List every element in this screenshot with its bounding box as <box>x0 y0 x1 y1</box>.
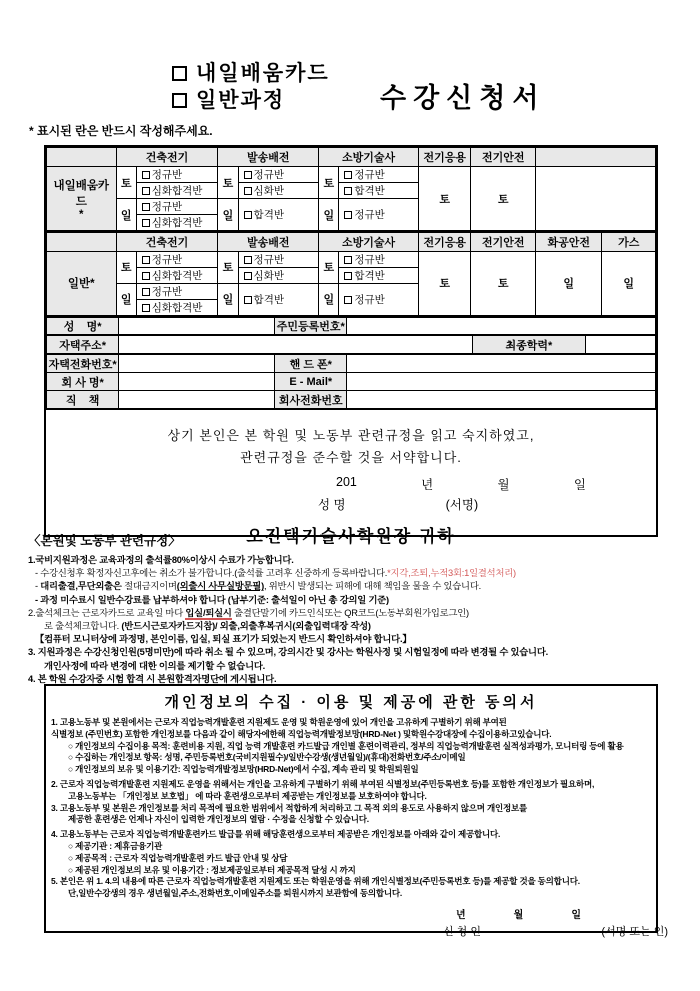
day-arch-sun: 일 <box>116 283 136 315</box>
gas-day: 일 <box>602 251 656 315</box>
col-header-transmission: 발송배전 <box>218 148 319 167</box>
elec-app-day: 토 <box>419 251 471 315</box>
regulation-item-1-sub-2: - 대리출결,무단외출은 절대금지이며(외출시 사무실방문필), 위반시 발생되는 피해에 대해 책임을 물을 수 있습니다. <box>35 581 481 592</box>
regulation-item-3-line-1: 3. 지원과정은 수강신청인원(5명미만)에 따라 취소 될 수 있으며, 강의시간 및 강사는 학원사정 및 시험일정에 따라 변경될 수 있습니다. <box>28 647 548 658</box>
col-header-fire-pe: 소방기술사 <box>319 148 419 167</box>
pledge-line-1: 상기 본인은 본 학원 및 노동부 관련규정을 읽고 숙지하였고, <box>167 428 535 443</box>
day-trans-sat: 토 <box>218 167 238 199</box>
col-header-blank <box>535 148 655 167</box>
checkbox-icon[interactable] <box>344 256 352 264</box>
mobile-input[interactable] <box>347 355 656 373</box>
checkbox-icon[interactable] <box>244 187 252 195</box>
company-phone-label: 회사전화번호 <box>275 391 347 409</box>
nextcard-course-table <box>46 147 656 231</box>
regulation-item-1-sub-3: - 과정 미수료시 일반수강료를 납부하셔야 합니다 (납부기준: 출석일이 아닌 총 강의일 기준) <box>35 594 389 605</box>
checkbox-icon[interactable] <box>344 171 352 179</box>
consent-p4-bullet-1: ○ 제공기관 : 제휴금융기관 <box>68 840 163 851</box>
education-label: 최종학력* <box>473 336 586 354</box>
col-header-arch-elec: 건축전기 <box>116 148 218 167</box>
option-card-arch-sat-deep-pass[interactable]: 심화합격반 <box>136 183 218 199</box>
day-arch-sat: 토 <box>116 167 136 199</box>
checkbox-icon[interactable] <box>244 171 252 179</box>
option-gen-arch-sat-regular[interactable]: 정규반 <box>136 251 218 267</box>
pledge-signature-label: (서명) <box>445 498 479 512</box>
option-card-fire-sat-regular[interactable]: 정규반 <box>339 167 419 183</box>
name-label: 성 명* <box>47 317 119 335</box>
pledge-date-line: 201 년 월 일 <box>336 475 586 492</box>
option-nextcard[interactable] <box>172 60 330 87</box>
jumin-label: 주민등록번호* <box>275 317 347 335</box>
pledge-name-label: 성 명 <box>318 498 346 512</box>
company-phone-input[interactable] <box>347 391 656 409</box>
col-header-elec-app: 전기응용 <box>419 232 471 251</box>
checkbox-icon[interactable] <box>142 288 150 296</box>
nextcard-checkbox-icon[interactable] <box>172 66 187 81</box>
option-card-fire-sun-regular[interactable]: 정규반 <box>339 199 419 231</box>
checkbox-icon[interactable] <box>344 296 352 304</box>
consent-p4: 4. 고용노동부는 근로자 직업능력개발훈련카드 발급를 위해 해당훈련생으로부터 제공받은 개인정보를 아래와 같이 제공합니다. <box>51 829 501 840</box>
required-fields-note: * 표시된 란은 반드시 작성해주세요. <box>29 124 213 138</box>
col-header-chem-safety: 화공안전 <box>535 232 602 251</box>
option-card-trans-sat-regular[interactable]: 정규반 <box>238 167 319 183</box>
applicant-label: 신 청 인 <box>443 925 481 938</box>
consent-p5-line-2: 단,일반수강생의 경우 생년월일,주소,전화번호,이메일주소를 퇴원시까지 보관함에 동의합니다. <box>68 888 403 899</box>
option-gen-arch-sun-regular[interactable]: 정규반 <box>136 283 218 299</box>
day-arch-sat: 토 <box>116 251 136 283</box>
consent-p1-line-1: 1. 고용노동부 및 본원에서는 근로자 직업능력개발훈련 지원제도 운영 및 학원운영에 있어 개인을 고유하게 구별하기 위해 부여된 <box>51 717 507 727</box>
checkbox-icon[interactable] <box>142 187 150 195</box>
checkbox-icon[interactable] <box>244 296 252 304</box>
checkbox-icon[interactable] <box>344 187 352 195</box>
col-header-elec-safety: 전기안전 <box>471 148 536 167</box>
consent-p5-line-1: 5. 본인은 위 1. 4.의 내용에 따른 근로자 직업능력개발훈련 지원제도 또는 학원운영을 위해 개인식별정보(주민등록번호 등)를 제공할 것을 동의합니다. <box>51 876 580 887</box>
personal-info-row-address <box>46 335 656 354</box>
jumin-input[interactable] <box>347 317 656 335</box>
option-gen-arch-sun-deep-pass[interactable]: 심화합격반 <box>136 299 218 315</box>
option-gen-trans-sat-deep[interactable]: 심화반 <box>238 267 319 283</box>
col-header-elec-app: 전기응용 <box>419 148 471 167</box>
row-label-general: 일반* <box>47 251 117 315</box>
regulations-heading: 〈본원및 노동부 관련규정〉 <box>28 534 181 548</box>
option-gen-fire-sat-pass[interactable]: 합격반 <box>339 267 419 283</box>
col-header-elec-safety: 전기안전 <box>471 232 536 251</box>
name-input[interactable] <box>119 317 275 335</box>
consent-p1-bullet-1: ○ 개인정보의 수집이용 목적: 훈련비용 지원, 직업 능력 개발훈련 카드발급 개인별 훈련이력관리, 정부의 직업능력개발훈련 실적성과평가, 모니터링 등에 활용 <box>68 740 624 751</box>
option-nextcard-label: 내일배움카드 <box>196 62 330 85</box>
email-input[interactable] <box>347 373 656 391</box>
pledge-line-2: 관련규정을 준수할 것을 서약합니다. <box>240 450 462 465</box>
home-address-input[interactable] <box>119 336 473 354</box>
option-card-arch-sun-regular[interactable]: 정규반 <box>136 199 218 215</box>
option-gen-fire-sat-regular[interactable]: 정규반 <box>339 251 419 267</box>
course-type-options <box>172 60 330 114</box>
home-address-label: 자택주소* <box>47 336 119 354</box>
mobile-label: 핸 드 폰* <box>275 355 347 373</box>
regulation-item-2-line-1: 2.출석체크는 근로자카드로 교육일 마다 입실/퇴실시 출결단말기에 카드인식또는 QR코드(노동부회원가입로그인) <box>28 607 469 618</box>
consent-p3-line-1: 3. 고용노동부 및 본원은 개인정보를 처리 목적에 필요한 범위에서 적합하게 처리하고 그 목적 외의 용도로 사용하지 않으며 개인정보를 <box>51 802 528 813</box>
consent-date-line: 년 월 일 <box>456 909 581 921</box>
personal-info-rows <box>46 354 656 409</box>
recipient-line: 오진택기술사학원장 귀하 <box>246 527 456 546</box>
personal-info-row-name <box>46 316 656 336</box>
checkbox-icon[interactable] <box>142 203 150 211</box>
general-checkbox-icon[interactable] <box>172 93 187 108</box>
consent-p4-bullet-2: ○ 제공목적 : 근로자 직업능력개발훈련 카드 발급 안내 및 상담 <box>68 852 288 863</box>
regulations-section <box>28 531 683 686</box>
home-phone-input[interactable] <box>119 355 275 373</box>
col-header-gas: 가스 <box>602 232 656 251</box>
option-card-arch-sun-deep-pass[interactable]: 심화합격반 <box>136 215 218 231</box>
corner-cell <box>47 232 117 251</box>
checkbox-icon[interactable] <box>142 304 150 312</box>
checkbox-icon[interactable] <box>142 272 150 280</box>
consent-sign-line <box>443 923 668 939</box>
privacy-consent-box <box>44 684 668 938</box>
col-header-transmission: 발송배전 <box>218 232 319 251</box>
education-input[interactable] <box>585 336 655 354</box>
regulation-item-3-line-2: 개인사정에 따라 변경에 대한 이의를 제기할 수 없습니다. <box>44 660 266 671</box>
option-card-arch-sat-regular[interactable]: 정규반 <box>136 167 218 183</box>
option-general[interactable] <box>172 87 330 114</box>
pledge-sign-line <box>318 495 656 513</box>
consent-title: 개인정보의 수집 · 이용 및 제공에 관한 동의서 <box>164 694 538 711</box>
consent-p3-line-2: 제공한 훈련생은 언제나 자신이 입력한 개인정보의 열람 · 수정을 신청할 수 있습니다. <box>68 814 369 825</box>
option-general-label: 일반과정 <box>196 89 286 112</box>
form-title: 수강신청서 <box>380 83 546 113</box>
home-phone-label: 자택전화번호* <box>47 355 119 373</box>
option-gen-trans-sat-regular[interactable]: 정규반 <box>238 251 319 267</box>
day-fire-sun: 일 <box>319 199 339 231</box>
option-card-fire-sat-pass[interactable]: 합격반 <box>339 183 419 199</box>
day-fire-sat: 토 <box>319 167 339 199</box>
option-gen-trans-sun-pass[interactable]: 합격반 <box>238 283 319 315</box>
day-trans-sun: 일 <box>218 283 238 315</box>
checkbox-icon[interactable] <box>142 219 150 227</box>
regulation-item-2-line-2: 로 출석체크합니다. (반드시근로자카드지참)/ 외출,외출후복귀시(외출입력대장 작성) <box>44 621 371 632</box>
checkbox-icon[interactable] <box>142 256 150 264</box>
checkbox-icon[interactable] <box>244 256 252 264</box>
regulation-item-1: 1.국비지원과정은 교육과정의 출석률80%이상시 수료가 가능합니다. <box>28 555 294 565</box>
elec-app-day: 토 <box>419 167 471 231</box>
regulation-item-1-sub-1: - 수강신청후 확정자신고후에는 취소가 불가합니다.(출석률 고려후 신중하게 등록바랍니다.*지각,조퇴,누적3회:1일결석처리) <box>35 568 516 579</box>
checkbox-icon[interactable] <box>142 171 150 179</box>
option-card-trans-sun-pass[interactable]: 합격반 <box>238 199 319 231</box>
position-label: 직 책 <box>47 391 119 409</box>
checkbox-icon[interactable] <box>244 211 252 219</box>
consent-p2-line-1: 2. 근로자 직업능력개발훈련 지원제도 운영을 위해서는 개인을 고유하게 구별하기 위해 부여된 식별정보(주민등록번호 등)를 포함한 개인정보가 필요하며, <box>51 778 595 789</box>
attendance-warning-red-text: *지각,조퇴,누적3회:1일결석처리) <box>387 568 516 579</box>
col-header-arch-elec: 건축전기 <box>116 232 218 251</box>
col-header-fire-pe: 소방기술사 <box>319 232 419 251</box>
day-trans-sun: 일 <box>218 199 238 231</box>
row-label-nextcard: 내일배움카드 * <box>47 167 117 231</box>
checkbox-icon[interactable] <box>244 272 252 280</box>
position-input[interactable] <box>119 391 275 409</box>
elec-safety-day: 토 <box>471 167 536 231</box>
day-fire-sat: 토 <box>319 251 339 283</box>
signature-or-seal-label: (서명 또는 인) <box>601 925 668 938</box>
day-trans-sat: 토 <box>218 251 238 283</box>
elec-safety-day: 토 <box>471 251 536 315</box>
chem-safety-day: 일 <box>535 251 602 315</box>
consent-p1-bullet-3: ○ 개인정보의 보유 및 이용기간: 직업능력개발정보망(HRD-Net)에서 수집, 계속 관리 및 학원퇴원일 <box>68 764 419 775</box>
consent-p1-line-2: 식별정보 (주민번호) 포함한 개인정보를 다음과 같이 해당자에한해 직업능력개발정보망(HRD-Net ) 및학원수강대장에 수집이용하고있습니다. <box>51 728 552 739</box>
checkbox-icon[interactable] <box>344 272 352 280</box>
consent-p1-bullet-2: ○ 수집하는 개인정보 항목: 성명, 주민등록번호(국비지원필수)/일반수강생(생년월일)/(휴대)전화번호/주소/이메일 <box>68 752 466 763</box>
checkbox-icon[interactable] <box>344 211 352 219</box>
regulation-item-2-note: 【컴퓨터 모니터상에 과정명, 본인이름, 입실, 퇴실 표기가 되었는지 반드시 확인하셔야 합니다.】 <box>35 634 412 645</box>
consent-p4-bullet-3: ○ 제공된 개인정보의 보유 및 이용기간 : 정보제공일로부터 제공목적 달성 시 까지 <box>68 864 356 875</box>
email-label: E - Mail* <box>275 373 347 391</box>
consent-p2-line-2: 고용노동부는 「개인정보 보호법」 에 따라 훈련생으로부터 제공받는 개인정보를 보호하여야 합니다. <box>68 790 427 801</box>
regulation-item-4: 4. 본 학원 수강자중 시험 합격 시 본원합격자명단에 게시됩니다. <box>28 673 277 684</box>
option-gen-fire-sun-regular[interactable]: 정규반 <box>339 283 419 315</box>
company-input[interactable] <box>119 373 275 391</box>
day-fire-sun: 일 <box>319 283 339 315</box>
company-label: 회 사 명* <box>47 373 119 391</box>
day-arch-sun: 일 <box>116 199 136 231</box>
option-gen-arch-sat-deep-pass[interactable]: 심화합격반 <box>136 267 218 283</box>
blank-cell <box>535 167 655 231</box>
corner-cell <box>47 148 117 167</box>
option-card-trans-sat-deep[interactable]: 심화반 <box>238 183 319 199</box>
general-course-table <box>46 231 656 316</box>
